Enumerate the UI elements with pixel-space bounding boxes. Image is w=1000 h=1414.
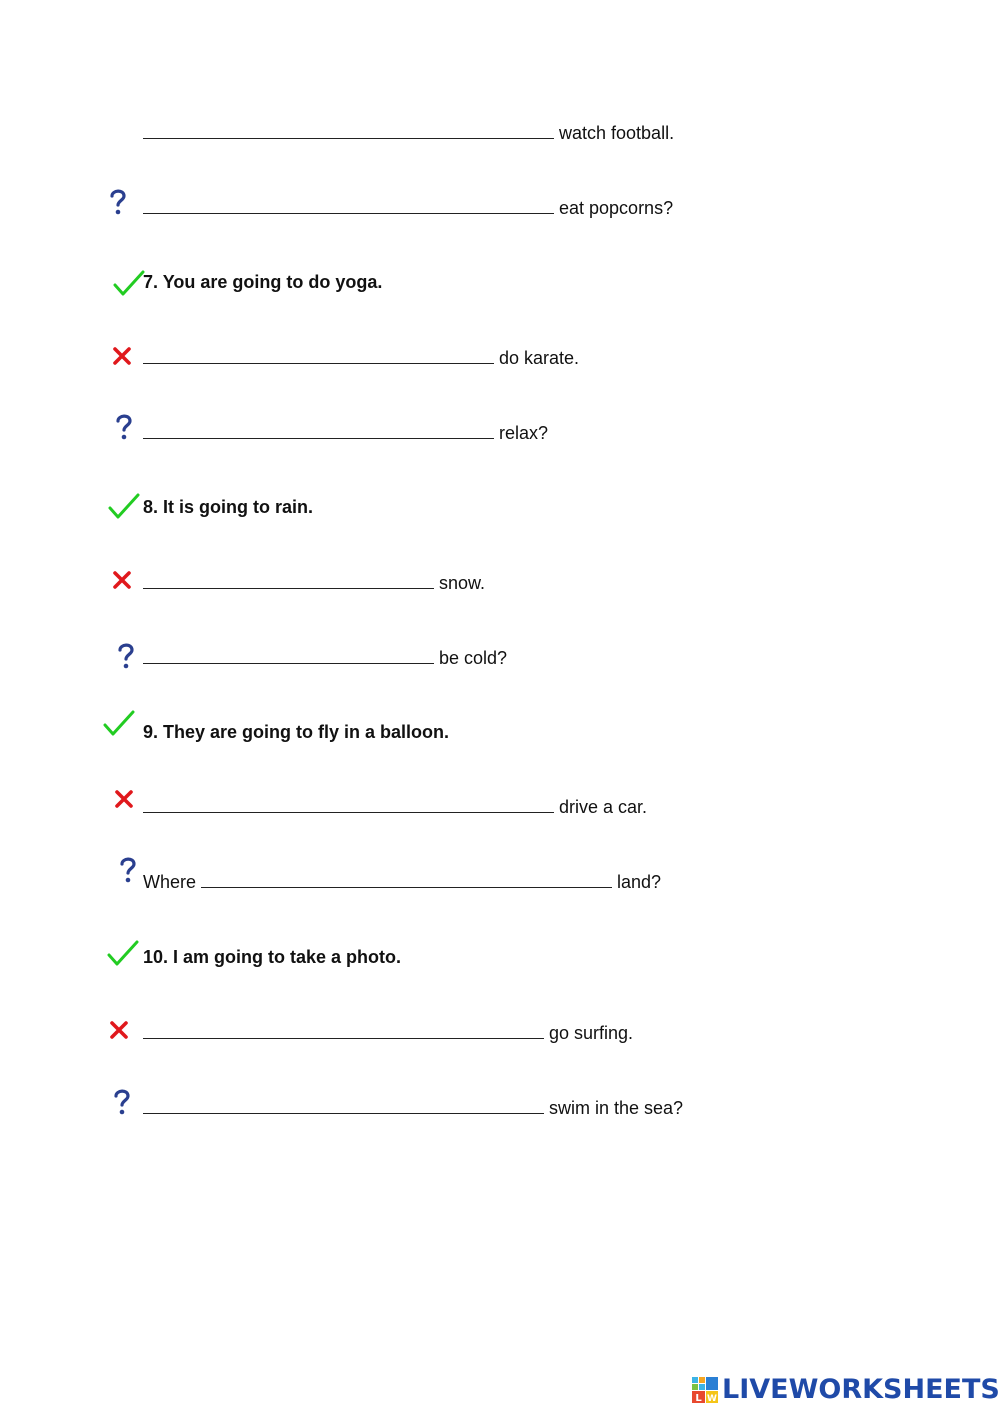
answer-blank[interactable] <box>143 196 554 214</box>
statement-row-7 <box>0 261 1000 301</box>
line-suffix: be cold? <box>439 648 508 668</box>
check-icon <box>113 269 145 297</box>
question-icon <box>118 856 138 884</box>
answer-line <box>143 346 579 369</box>
answer-line <box>143 646 507 669</box>
line-suffix: do karate. <box>499 348 580 368</box>
check-icon <box>107 939 139 967</box>
answer-row-1 <box>0 111 1000 151</box>
answer-blank[interactable] <box>143 1096 544 1114</box>
answer-row-5 <box>0 411 1000 451</box>
brand-name: LIVEWORKSHEETS <box>722 1374 1000 1405</box>
line-prefix: Where <box>143 872 197 892</box>
line-suffix: snow. <box>439 573 486 593</box>
cross-icon <box>114 789 134 809</box>
answer-line <box>143 870 661 893</box>
cross-icon <box>109 1020 129 1040</box>
answer-row-2 <box>0 186 1000 226</box>
statement-text: 9. They are going to fly in a balloon. <box>143 722 450 742</box>
statement-text: 8. It is going to rain. <box>143 497 314 517</box>
answer-row-10 <box>0 785 1000 825</box>
check-icon <box>108 492 140 520</box>
answer-line <box>143 196 673 219</box>
answer-blank[interactable] <box>143 346 494 364</box>
line-suffix: land? <box>617 872 662 892</box>
check-icon <box>103 709 135 737</box>
answer-line <box>143 795 647 818</box>
question-icon <box>114 413 134 441</box>
answer-row-7 <box>0 561 1000 601</box>
answer-line <box>143 421 548 444</box>
answer-blank[interactable] <box>143 646 434 664</box>
answer-row-14 <box>0 1086 1000 1126</box>
answer-row-11 <box>0 860 1000 900</box>
question-icon <box>116 642 136 670</box>
answer-line <box>143 571 485 594</box>
logo-letter-l: L <box>695 1393 702 1403</box>
answer-row-8 <box>0 636 1000 676</box>
question-icon <box>112 1088 132 1116</box>
question-icon <box>108 188 128 216</box>
line-suffix: go surfing. <box>549 1023 634 1043</box>
answer-blank[interactable] <box>143 571 434 589</box>
answer-blank[interactable] <box>143 795 554 813</box>
answer-blank[interactable] <box>143 421 494 439</box>
line-suffix: watch football. <box>559 123 675 143</box>
statement-row-8 <box>0 486 1000 526</box>
answer-line <box>143 1021 633 1044</box>
answer-blank[interactable] <box>143 1021 544 1039</box>
cross-icon <box>112 346 132 366</box>
statement-text: 7. You are going to do yoga. <box>143 272 383 292</box>
line-suffix: relax? <box>499 423 549 443</box>
cross-icon <box>112 570 132 590</box>
logo-blocks-icon <box>692 1377 718 1403</box>
answer-line <box>143 121 674 144</box>
answer-blank[interactable] <box>143 121 554 139</box>
answer-row-13 <box>0 1011 1000 1051</box>
line-suffix: swim in the sea? <box>549 1098 684 1118</box>
line-suffix: drive a car. <box>559 797 648 817</box>
statement-row-9 <box>0 711 1000 751</box>
logo-letter-w: W <box>707 1394 717 1403</box>
answer-blank[interactable] <box>201 870 612 888</box>
statement-row-10 <box>0 936 1000 976</box>
answer-line <box>143 1096 683 1119</box>
answer-row-4 <box>0 336 1000 376</box>
statement-text: 10. I am going to take a photo. <box>143 947 402 967</box>
line-suffix: eat popcorns? <box>559 198 674 218</box>
liveworksheets-logo <box>692 1374 1000 1406</box>
